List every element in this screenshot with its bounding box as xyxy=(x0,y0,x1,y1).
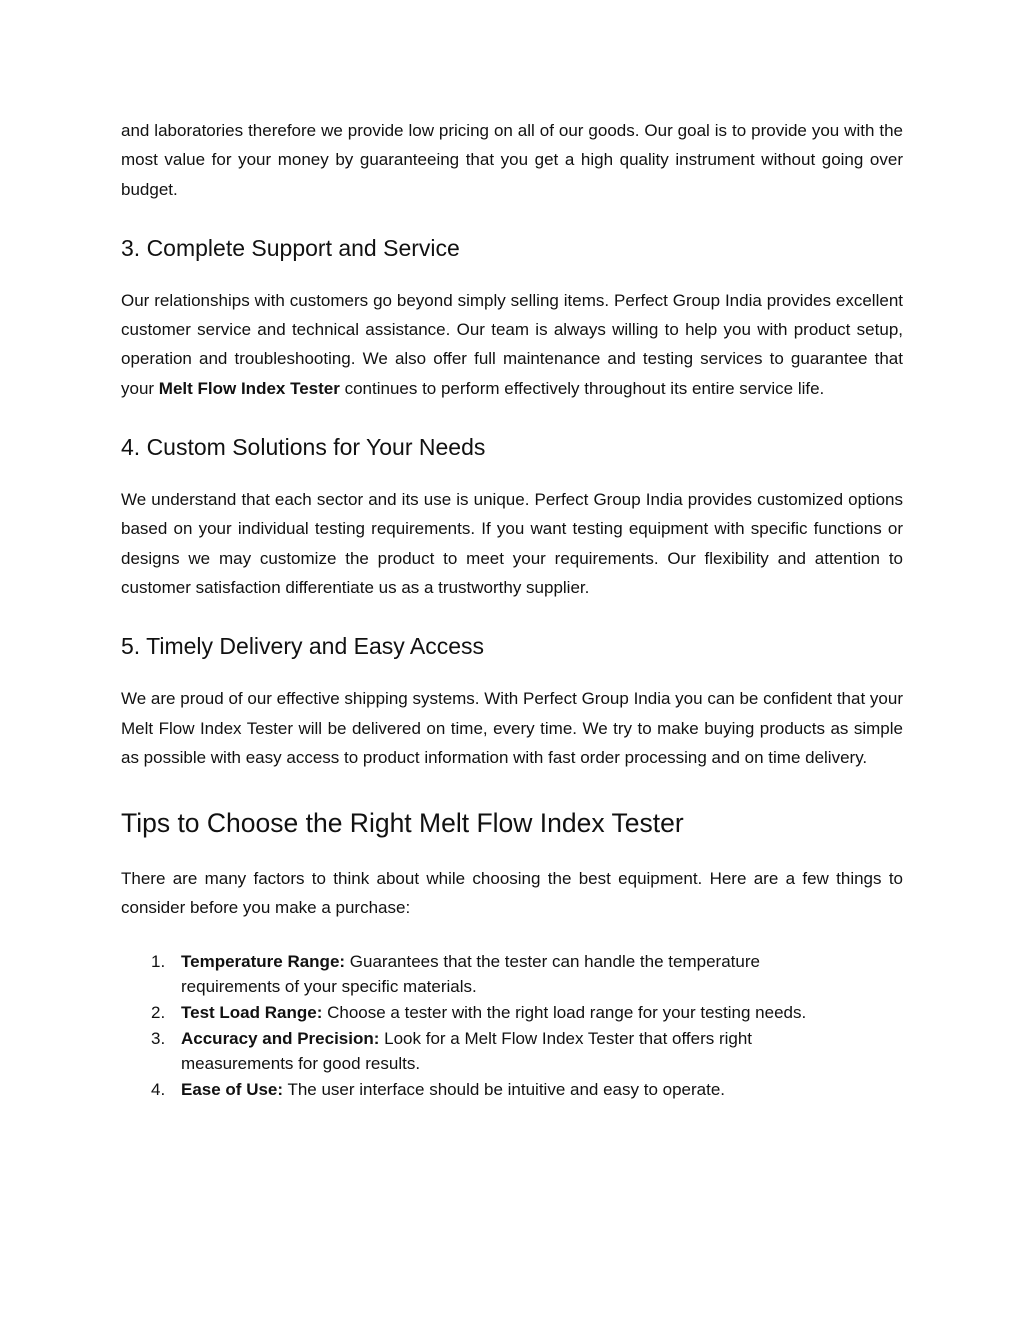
list-item-number: 3. xyxy=(151,1028,166,1048)
section-4-heading: 4. Custom Solutions for Your Needs xyxy=(121,434,486,461)
list-item-number: 2. xyxy=(151,1002,166,1022)
list-item-text: Look for a Melt Flow Index Tester that offers right measurements for good results. xyxy=(181,1028,753,1074)
tips-list xyxy=(121,949,903,1103)
section-3-text-before: Our relationships with customers go beyond simply selling items. Perfect Group India provides excellent customer service and technical assistance. Our team is always willing to help you with product setup, operation and troubleshooting. We also offer full maintenance and testing services to guarantee that your xyxy=(121,290,903,398)
intro-paragraph: and laboratories therefore we provide low pricing on all of our goods. Our goal is to provide you with the most value for your money by guaranteeing that you get a high quality instrument without going over budget. xyxy=(121,121,903,199)
section-3-bold-product: Melt Flow Index Tester xyxy=(158,378,340,398)
list-item xyxy=(121,1077,821,1103)
list-item-text: Guarantees that the tester can handle the temperature requirements of your specific materials. xyxy=(181,951,760,997)
list-item-label: Test Load Range: xyxy=(181,1002,323,1022)
section-3-heading: 3. Complete Support and Service xyxy=(121,234,460,261)
list-item xyxy=(121,1026,821,1077)
list-item-text: Choose a tester with the right load range for your testing needs. xyxy=(322,1002,807,1022)
tips-intro-paragraph: There are many factors to think about while choosing the best equipment. Here are a few things to consider before you make a purchase: xyxy=(121,869,903,918)
document-page xyxy=(121,0,903,1102)
list-item-number: 4. xyxy=(151,1079,166,1099)
list-item xyxy=(121,949,821,1000)
section-3-paragraph xyxy=(121,286,903,403)
section-5-heading: 5. Timely Delivery and Easy Access xyxy=(121,633,485,660)
list-item-label: Temperature Range: xyxy=(181,951,346,971)
section-3-text-after: continues to perform effectively throughout its entire service life. xyxy=(339,378,825,398)
list-item-text: The user interface should be intuitive and easy to operate. xyxy=(283,1079,726,1099)
list-item-label: Ease of Use: xyxy=(181,1079,284,1099)
list-item-number: 1. xyxy=(151,951,166,971)
section-5-paragraph: We are proud of our effective shipping systems. With Perfect Group India you can be confident that your Melt Flow Index Tester will be delivered on time, every time. We try to make buying products as simple as possible with easy access to product information with fast order processing and on time delivery. xyxy=(121,689,903,767)
list-item xyxy=(121,1000,821,1026)
tips-heading: Tips to Choose the Right Melt Flow Index Tester xyxy=(121,808,684,839)
section-4-paragraph: We understand that each sector and its use is unique. Perfect Group India provides customized options based on your individual testing requirements. If you want testing equipment with specific functions or designs we may customize the product to meet your requirements. Our flexibility and attention to customer satisfaction differentiate us as a trustworthy supplier. xyxy=(121,490,903,597)
list-item-label: Accuracy and Precision: xyxy=(181,1028,380,1048)
